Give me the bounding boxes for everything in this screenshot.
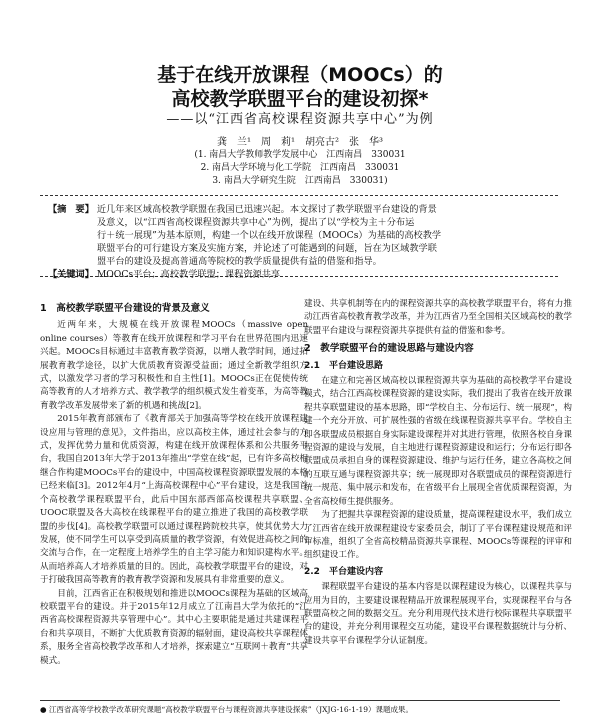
right-column bbox=[304, 298, 572, 648]
footnote: ● 江西省高等学校教学改革研究课题“高校教学联盟平台与课程资源共享建设探索”（JXJG-16-1-19）课题成果。 bbox=[40, 700, 560, 715]
title-line-2: 高校教学联盟平台的建设初探* bbox=[171, 88, 429, 110]
abstract-text: 近几年来区域高校教学联盟在我国已迅速兴起。本文探讨了教学联盟平台建设的背景 bbox=[96, 204, 437, 215]
subsection-2-2-heading: 2.2 平台建设内容 bbox=[304, 566, 383, 577]
abstract-line-1 bbox=[48, 201, 437, 215]
paragraph: 目前，江西省正在积极规划和推进以MOOCs课程为基础的区域高校联盟平台的建设。并于2015年12月成立了江南昌大学为依托的“江西省高校课程资源共享管理中心”。其中心主要职能是通过共建课程平台和共享项目，不断扩大优质教育资源的辐射面，建设高校共享课程体系，服务全省高校教学改革和人才培养，探索建立“互联网＋教育”共享模式。 bbox=[40, 588, 308, 666]
paragraph: 为了把握共享课程资源的建设质量，提高课程建设水平，我们成立了江西省在线开放课程建设专家委员会，制订了平台课程建设规范和评审标准，组织了全省高校精品资源共享课程、MOOCs等课程的评审和组织建设工作。 bbox=[304, 510, 572, 561]
abstract-line-5: 盟平台的建设及提高普通高等院校的教学质量提供有益的借鉴和指导。 bbox=[97, 256, 382, 267]
title-line-1: 基于在线开放课程（MOOCs）的 bbox=[157, 64, 443, 86]
authors: 龚 兰¹ 周 莉¹ 胡亮古² 张 华³ bbox=[216, 137, 384, 148]
subsection-2-1-heading: 2.1 平台建设思路 bbox=[304, 360, 383, 371]
affiliation-2: 2. 南昌大学环境与化工学院 江西南昌 330031 bbox=[200, 163, 400, 173]
left-column bbox=[40, 298, 308, 668]
paragraph: 建设、共享机制等在内的课程资源共享的高校教学联盟平台，将有力推动江西省高校教育教学改革，并为江西省乃至全国相关区域高校的教学联盟平台建设与课程资源共享提供有益的借鉴和参考。 bbox=[304, 299, 572, 336]
affiliation-3: 3. 南昌大学研究生院 江西南昌 330031) bbox=[212, 176, 388, 186]
abstract-line-3: 行＋统一展现”为基本原则，构建一个以在线开放课程（MOOCs）为基础的高校教学 bbox=[97, 230, 442, 241]
abstract-label: 【摘 要】 bbox=[48, 204, 94, 215]
subtitle: ——以“江西省高校课程资源共享中心”为例 bbox=[166, 112, 434, 127]
section-1-heading: 1 高校教学联盟平台建设的背景及意义 bbox=[40, 303, 210, 314]
keywords-line bbox=[48, 266, 280, 280]
paragraph: 课程联盟平台建设的基本内容是以课程建设为核心，以课程共享与应用为目的，主要建设课程精品开放课程展现平台，实现课程平台与各联盟高校之间的数据交互。充分利用现代技术进行校际课程共享联盟平台的建设，并充分利用课程交互功能，建设平台课程数据统计与分析、建设共享平台课程学分认证制度。 bbox=[304, 582, 572, 646]
keywords-text: MOOCs平台；高校教学联盟；课程资源共享 bbox=[96, 269, 281, 280]
paragraph: 在建立和完善区域高校以课程资源共享为基础的高校教学平台建设模式，结合江西高校课程资源的建设实际，我们提出了我省在线开放课程共享联盟建设的基本思路，即“学校自主、分布运行、统一展现”，构建一个充分开放、可扩展性强的省级在线课程资源共享平台。学校自主即各联盟成员根据自身实际建设课程并对其进行管理，依照各校自身课程资源的建设与发展，自主地进行课程资源建设和运行；分布运行即各联盟成员承担自身的课程资源建设、维护与运行任务，建立各高校之间的互联互通与课程资源共享；统一展现即对各联盟成员的课程资源进行统一规范、集中展示和发布，在省级平台上展现全省优质课程资源，为全省高校师生提供服务。 bbox=[304, 376, 572, 507]
section-2-heading: 2 教学联盟平台的建设思路与建设内容 bbox=[304, 343, 474, 355]
abstract-line-4: 联盟平台的可行建设方案及实施方案，并论述了可能遇到的问题，旨在为区域教学联 bbox=[97, 243, 437, 254]
abstract-line-2: 及意义，以“江西省高校课程资源共享中心”为例，提出了以“学校为主＋分布运 bbox=[97, 217, 415, 228]
keywords-label: 【关键词】 bbox=[48, 269, 94, 280]
paragraph: 近两年来，大规模在线开放课程MOOCs（massive open online courses）等教育在线开放课程和学习平台在世界范围内迅速兴起。MOOCs目标通过丰富教育教学资源，以增人教学时间，通过拓展教育教学途径，以扩大优质教育资源受益面；通过全新教学组织方式，以激发学习者的学习积极性和自主性[1]。MOOCs正在促使传统高等教育的人才培养方式、教学教学的组织模式发生着变革，为高等教育教学改革发展带来了新的机遇和挑战[2]。 bbox=[40, 320, 308, 411]
paragraph: 2015年教育部颁布了《教育部关于加强高等学校在线开放课程建设应用与管理的意见》，文件指出，应以高校主体，通过社会参与的方式，发挥优势力量和优质资源，构建在线开放课程体系和公共服务平台，我国自2013年大学于2013年推出“学堂在线”起，已有许多高校相继合作构建MOOCs平台的建设中，中国高校课程资源联盟发展的本格已经来临[3]。2012年4月“上海高校课程中心”平台建设，这是我国首个高校教学课程联盟平台，此后中国东部西部高校课程共享联盟、UOOC联盟及各大高校在线课程平台的建立推进了我国的高校教学联盟的步伐[4]。高校教学联盟可以通过课程跨院校共享，使其优势大力发展，使不同学生可以享受到高质量的教学资源，有效促进高校之间的交流与合作，在一定程度上培养学生的自主学习能力和知识建构水平。从而培养高人才培养质量的目的。因此，高校教学联盟平台的建设，对于打破我国高等教育的教育教学资源和发展具有非常重要的意义。 bbox=[40, 414, 308, 586]
affiliation-1: (1. 南昌大学教师教学发展中心 江西南昌 330031 bbox=[194, 150, 406, 160]
